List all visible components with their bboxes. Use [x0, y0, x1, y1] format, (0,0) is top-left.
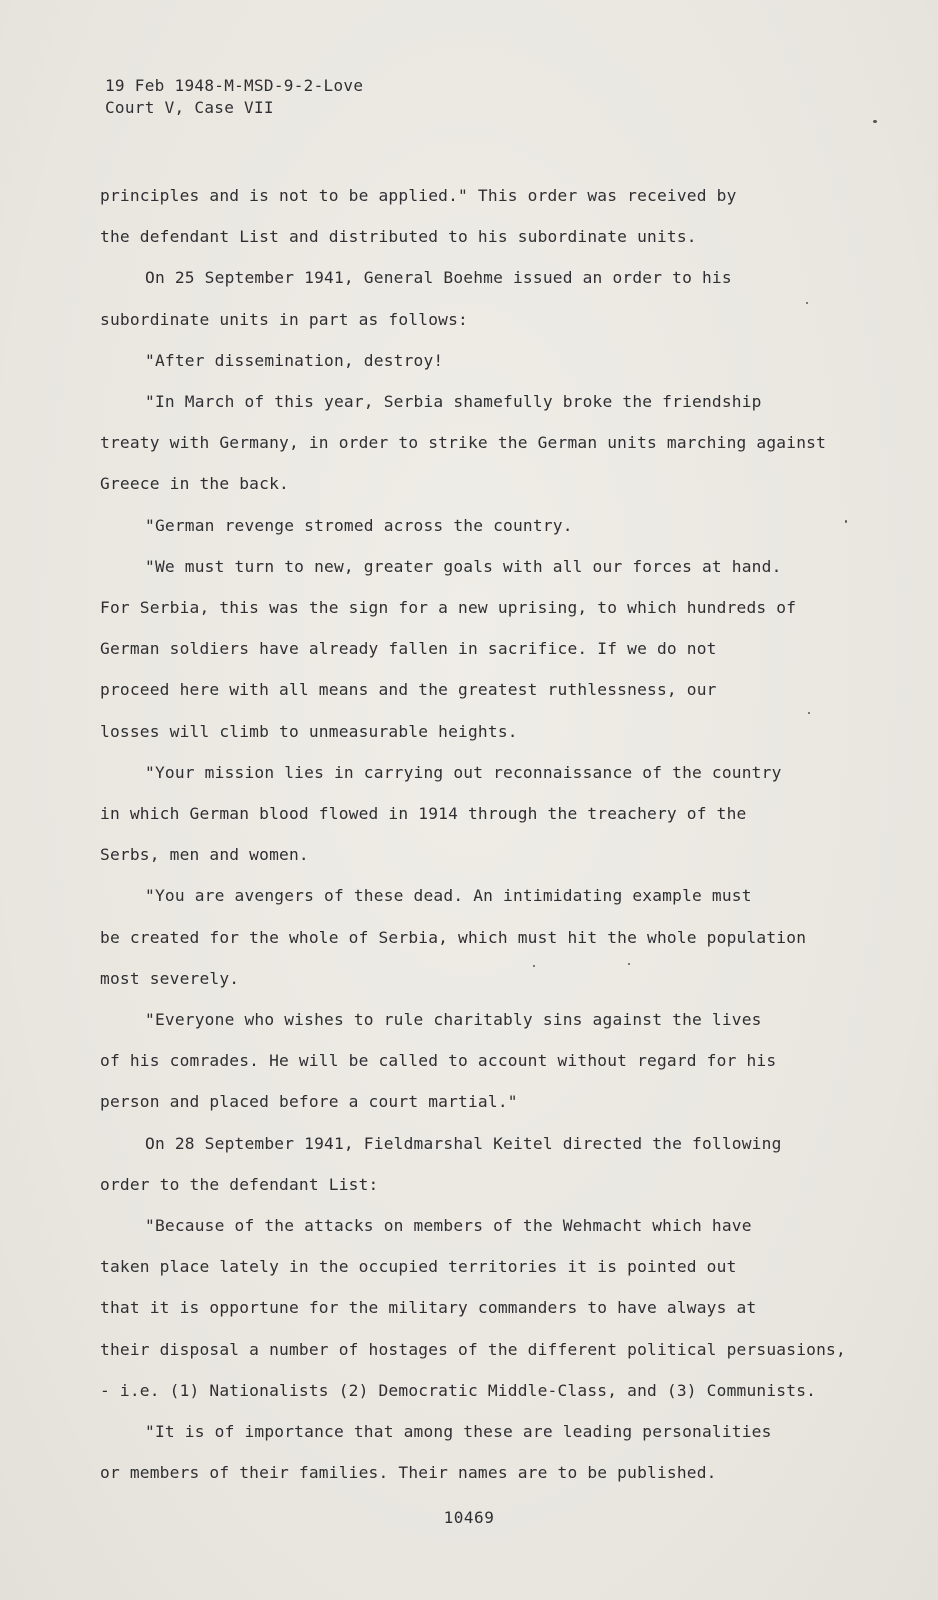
text-line: - i.e. (1) Nationalists (2) Democratic Middle-Class, and (3) Communists.	[100, 1380, 817, 1400]
text-line: in which German blood flowed in 1914 through the treachery of the	[100, 804, 747, 824]
text-line: German soldiers have already fallen in sacrifice. If we do not	[100, 639, 717, 659]
text-line: of his comrades. He will be called to account without regard for his	[100, 1051, 777, 1071]
header-court-case: Court V, Case VII	[105, 98, 274, 117]
document-body	[100, 175, 860, 1494]
text-line: treaty with Germany, in order to strike the German units marching against	[100, 433, 827, 453]
paper-speck	[806, 302, 808, 304]
paper-speck	[533, 965, 535, 967]
text-line: that it is opportune for the military commanders to have always at	[100, 1298, 757, 1318]
text-line: principles and is not to be applied." This order was received by	[100, 186, 737, 205]
text-line: "It is of importance that among these are leading personalities	[145, 1422, 772, 1442]
text-line: the defendant List and distributed to his subordinate units.	[100, 227, 697, 247]
text-line: Greece in the back.	[100, 474, 289, 494]
text-line: or members of their families. Their names are to be published.	[100, 1463, 717, 1483]
text-line: Serbs, men and women.	[100, 845, 309, 865]
page-number: 10469	[443, 1508, 495, 1527]
paper-speck	[845, 520, 847, 523]
text-line: proceed here with all means and the greatest ruthlessness, our	[100, 680, 717, 700]
text-line: "Your mission lies in carrying out reconnaissance of the country	[145, 762, 782, 782]
text-line: most severely.	[100, 968, 240, 988]
text-line: "After dissemination, destroy!	[145, 350, 444, 370]
text-line: taken place lately in the occupied territories it is pointed out	[100, 1257, 737, 1277]
text-line: their disposal a number of hostages of the different political persuasions,	[100, 1339, 846, 1359]
text-line: subordinate units in part as follows:	[100, 309, 468, 329]
text-line: losses will climb to unmeasurable heights.	[100, 721, 518, 741]
text-line: "German revenge stromed across the country.	[145, 515, 573, 535]
paper-speck	[873, 120, 877, 123]
text-line: "You are avengers of these dead. An intimidating example must	[145, 886, 752, 906]
header-date-code: 19 Feb 1948-M-MSD-9-2-Love	[105, 76, 364, 95]
text-line: "We must turn to new, greater goals with all our forces at hand.	[145, 556, 782, 576]
text-line: On 28 September 1941, Fieldmarshal Keitel directed the following	[145, 1133, 782, 1153]
text-line: On 25 September 1941, General Boehme issued an order to his	[145, 268, 732, 288]
text-line: "In March of this year, Serbia shamefully broke the friendship	[145, 392, 762, 412]
document-header	[105, 75, 363, 119]
paper-speck	[628, 963, 630, 965]
text-line: "Everyone who wishes to rule charitably sins against the lives	[145, 1010, 762, 1030]
text-line: For Serbia, this was the sign for a new uprising, to which hundreds of	[100, 598, 797, 618]
text-line: be created for the whole of Serbia, which must hit the whole population	[100, 927, 807, 947]
text-line: person and placed before a court martial."	[100, 1092, 518, 1112]
text-line: "Because of the attacks on members of the Wehmacht which have	[145, 1216, 752, 1236]
paper-speck	[808, 712, 810, 714]
text-line: order to the defendant List:	[100, 1174, 379, 1194]
